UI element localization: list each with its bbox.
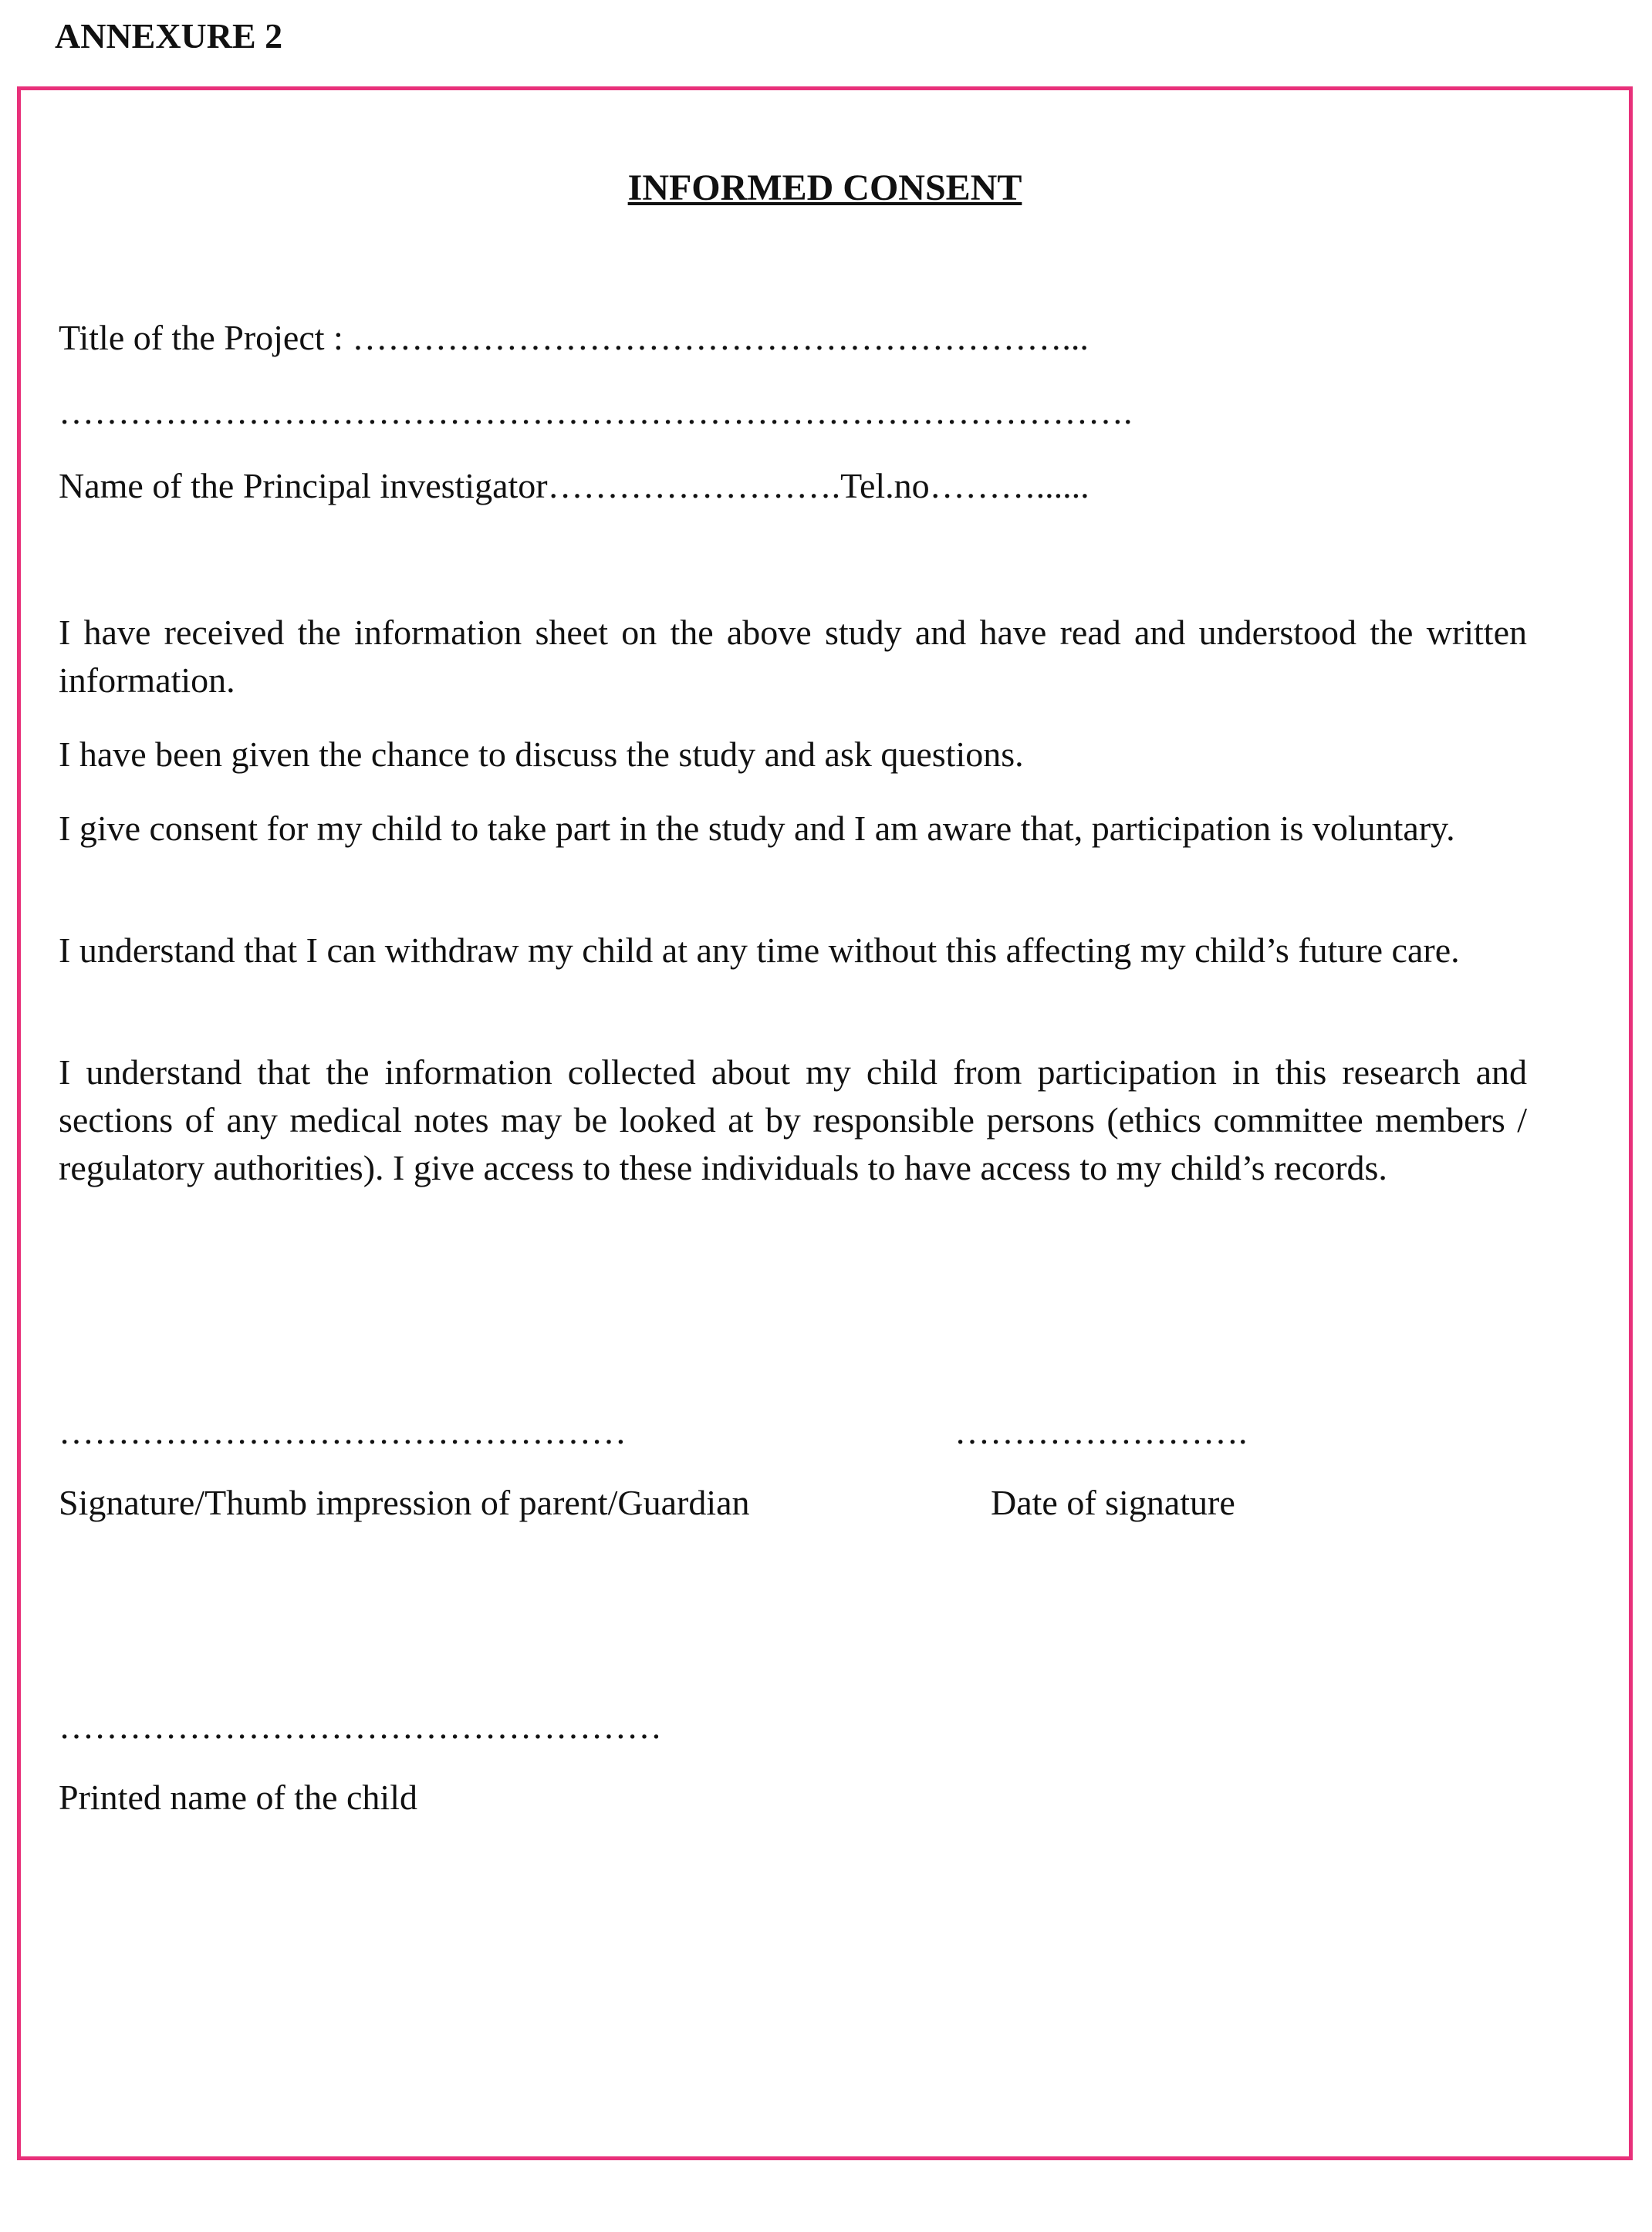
date-label: Date of signature — [991, 1483, 1235, 1522]
statement-discussion: I have been given the chance to discuss the study and ask questions. — [59, 734, 1024, 774]
statement-consent: I give consent for my child to take part in the study and I am aware that, participation is voluntary. — [59, 809, 1455, 848]
consent-form-frame — [17, 86, 1633, 2160]
statement-records-access: I understand that the information collected about my child from participation in this research and sections of any medical notes may be looked at by responsible persons (ethics committee members / regulatory authorities). I give access to these individuals to have access to my child’s records. — [59, 1052, 1527, 1187]
project-title-field[interactable]: Title of the Project : ……………………………………………………... — [59, 318, 1089, 357]
annexure-label: ANNEXURE 2 — [55, 16, 283, 56]
statement-withdraw: I understand that I can withdraw my child at any time without this affecting my child’s future care. — [59, 930, 1460, 970]
child-name-label: Printed name of the child — [59, 1778, 417, 1817]
child-name-field[interactable]: …………………………………………… — [59, 1707, 662, 1746]
signature-field[interactable]: ………………………………………… — [59, 1412, 627, 1451]
signature-label: Signature/Thumb impression of parent/Guardian — [59, 1483, 750, 1522]
form-title: INFORMED CONSENT — [627, 167, 1022, 208]
project-title-continuation-field[interactable]: ………………………………………………………………………………. — [59, 392, 1133, 431]
principal-investigator-field[interactable]: Name of the Principal investigator…………………….Tel.no………...... — [59, 466, 1090, 505]
statement-information-sheet: I have received the information sheet on the above study and have read and understood the written information. — [59, 613, 1527, 700]
date-field[interactable]: ……………………. — [954, 1412, 1248, 1451]
